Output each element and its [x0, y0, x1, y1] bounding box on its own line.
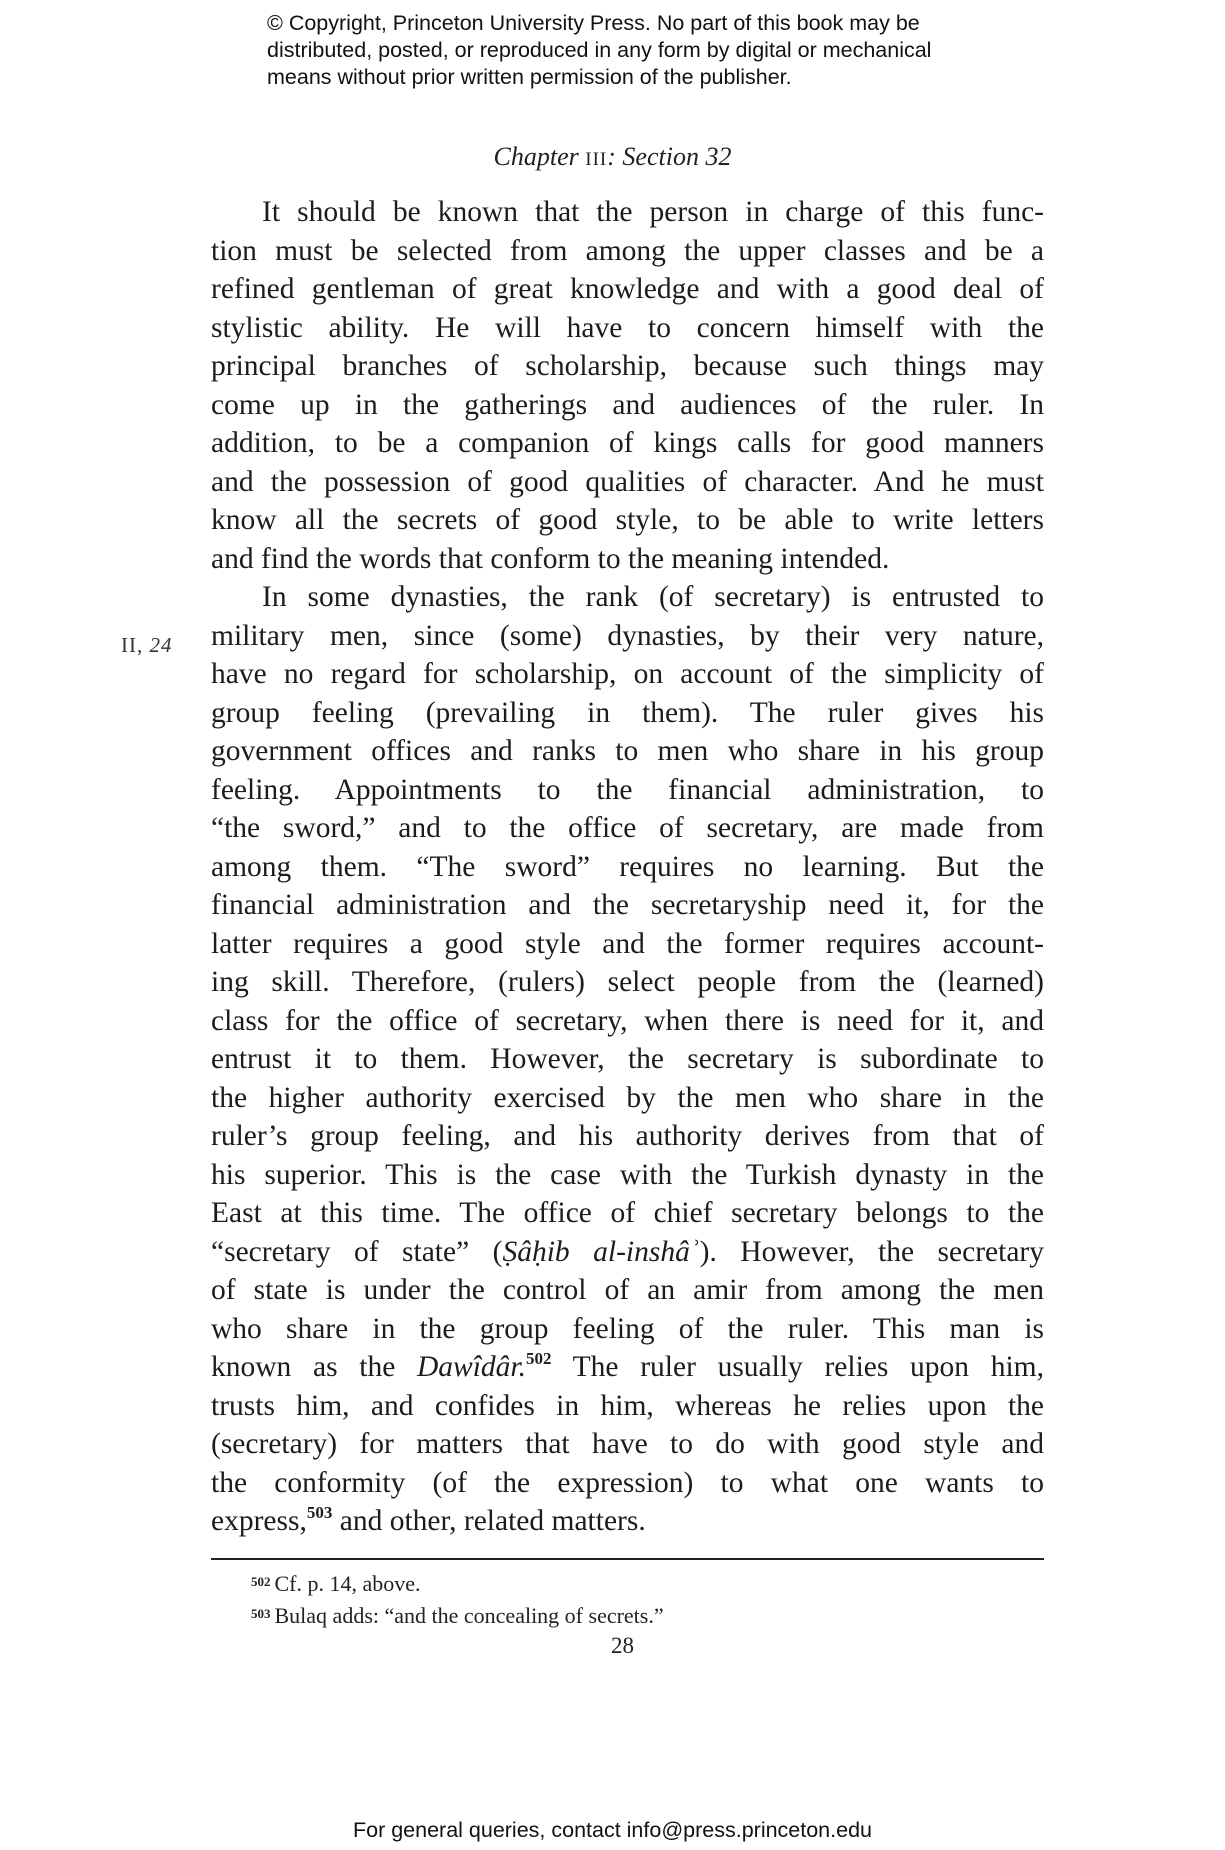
- copyright-notice: [267, 10, 1027, 91]
- footnote-number: 502: [251, 1574, 271, 1589]
- body-line: have no regard for scholarship, on account of the simplicity of: [211, 658, 1044, 690]
- footnote-text: Cf. p. 14, above.: [274, 1571, 421, 1596]
- body-line: tion must be selected from among the upper classes and be a: [211, 234, 1044, 267]
- margin-reference: [121, 633, 173, 658]
- footnote-rule: [211, 1558, 1044, 1560]
- body-line: In some dynasties, the rank (of secretary) is entrusted to: [262, 581, 1044, 613]
- body-line: “the sword,” and to the office of secretary, are made from: [211, 812, 1044, 844]
- footer-contact: For general queries, contact info@press.princeton.edu: [352, 1818, 872, 1842]
- line-text: The ruler usually relies upon him,: [551, 1351, 1044, 1383]
- body-line: among them. “The sword” requires no learning. But the: [211, 850, 1044, 883]
- body-line: group feeling (prevailing in them). The ruler gives his: [211, 696, 1044, 729]
- page-number: 28: [611, 1633, 634, 1658]
- body-text: [211, 193, 1044, 1541]
- line-text: express,: [211, 1505, 307, 1537]
- body-line: [211, 1502, 1044, 1541]
- line-text: “secretary of state” (: [211, 1235, 503, 1268]
- body-line: latter requires a good style and the former requires account-: [211, 927, 1044, 960]
- chapter-numeral: III: [585, 149, 608, 170]
- body-line: ing skill. Therefore, (rulers) select people from the (learned): [211, 966, 1044, 998]
- body-line: and find the words that conform to the meaning intended.: [211, 542, 890, 575]
- copyright-line: means without prior written permission of the publisher.: [267, 65, 792, 89]
- footnote-503: [251, 1599, 1031, 1631]
- footnote-text: Bulaq adds: “and the concealing of secrets.”: [274, 1603, 664, 1628]
- body-line: East at this time. The office of chief secretary belongs to the: [211, 1197, 1044, 1229]
- footnote-ref-502[interactable]: 502: [526, 1349, 552, 1368]
- body-line: refined gentleman of great knowledge and with a good deal of: [211, 273, 1044, 305]
- body-line: and the possession of good qualities of character. And he must: [211, 465, 1044, 498]
- margin-page: 24: [149, 633, 173, 657]
- footnote-number: 503: [251, 1606, 271, 1621]
- section-label: Section 32: [622, 142, 732, 171]
- arabic-term: Dawîdâr.: [416, 1351, 526, 1383]
- line-text: known as the: [211, 1351, 417, 1383]
- body-line: his superior. This is the case with the Turkish dynasty in the: [211, 1158, 1044, 1191]
- body-line: [211, 1348, 1044, 1387]
- body-line: (secretary) for matters that have to do with good style and: [211, 1428, 1044, 1460]
- running-head-separator: :: [607, 142, 616, 171]
- footnotes: [251, 1567, 1031, 1631]
- margin-volume: II,: [121, 633, 144, 657]
- body-line: entrust it to them. However, the secretary is subordinate to: [211, 1043, 1044, 1075]
- body-line: financial administration and the secretaryship need it, for the: [211, 889, 1044, 921]
- body-line: [211, 1233, 1044, 1272]
- chapter-word: Chapter: [493, 142, 579, 171]
- footnote-ref-503[interactable]: 503: [306, 1503, 333, 1522]
- body-line: know all the secrets of good style, to be able to write letters: [211, 504, 1044, 536]
- body-line: who share in the group feeling of the ruler. This man is: [211, 1312, 1044, 1345]
- body-line: stylistic ability. He will have to concern himself with the: [211, 311, 1044, 344]
- line-text: and other, related matters.: [332, 1505, 646, 1537]
- body-line: feeling. Appointments to the financial administration, to: [211, 773, 1044, 806]
- body-line: of state is under the control of an amir from among the men: [211, 1274, 1044, 1306]
- body-line: military men, since (some) dynasties, by their very nature,: [211, 619, 1044, 652]
- body-line: come up in the gatherings and audiences of the ruler. In: [211, 388, 1044, 421]
- arabic-term: Ṣâḥib al-inshâʾ: [502, 1235, 700, 1268]
- running-head: [0, 142, 1225, 172]
- body-line: ruler’s group feeling, and his authority derives from that of: [211, 1120, 1044, 1152]
- body-line: It should be known that the person in charge of this func-: [262, 196, 1044, 228]
- body-line: principal branches of scholarship, because such things may: [211, 350, 1044, 382]
- body-line: trusts him, and confides in him, whereas he relies upon the: [211, 1389, 1044, 1422]
- body-line: class for the office of secretary, when there is need for it, and: [211, 1004, 1044, 1037]
- copyright-line: © Copyright, Princeton University Press. No part of this book may be: [267, 11, 920, 35]
- copyright-line: distributed, posted, or reproduced in any form by digital or mechanical: [267, 38, 932, 62]
- body-line: government offices and ranks to men who share in his group: [211, 735, 1044, 767]
- body-line: the higher authority exercised by the men who share in the: [211, 1081, 1044, 1114]
- body-line: addition, to be a companion of kings calls for good manners: [211, 427, 1044, 459]
- footnote-502: [251, 1567, 1031, 1599]
- line-text: ). However, the secretary: [699, 1235, 1045, 1268]
- body-line: the conformity (of the expression) to what one wants to: [211, 1466, 1044, 1499]
